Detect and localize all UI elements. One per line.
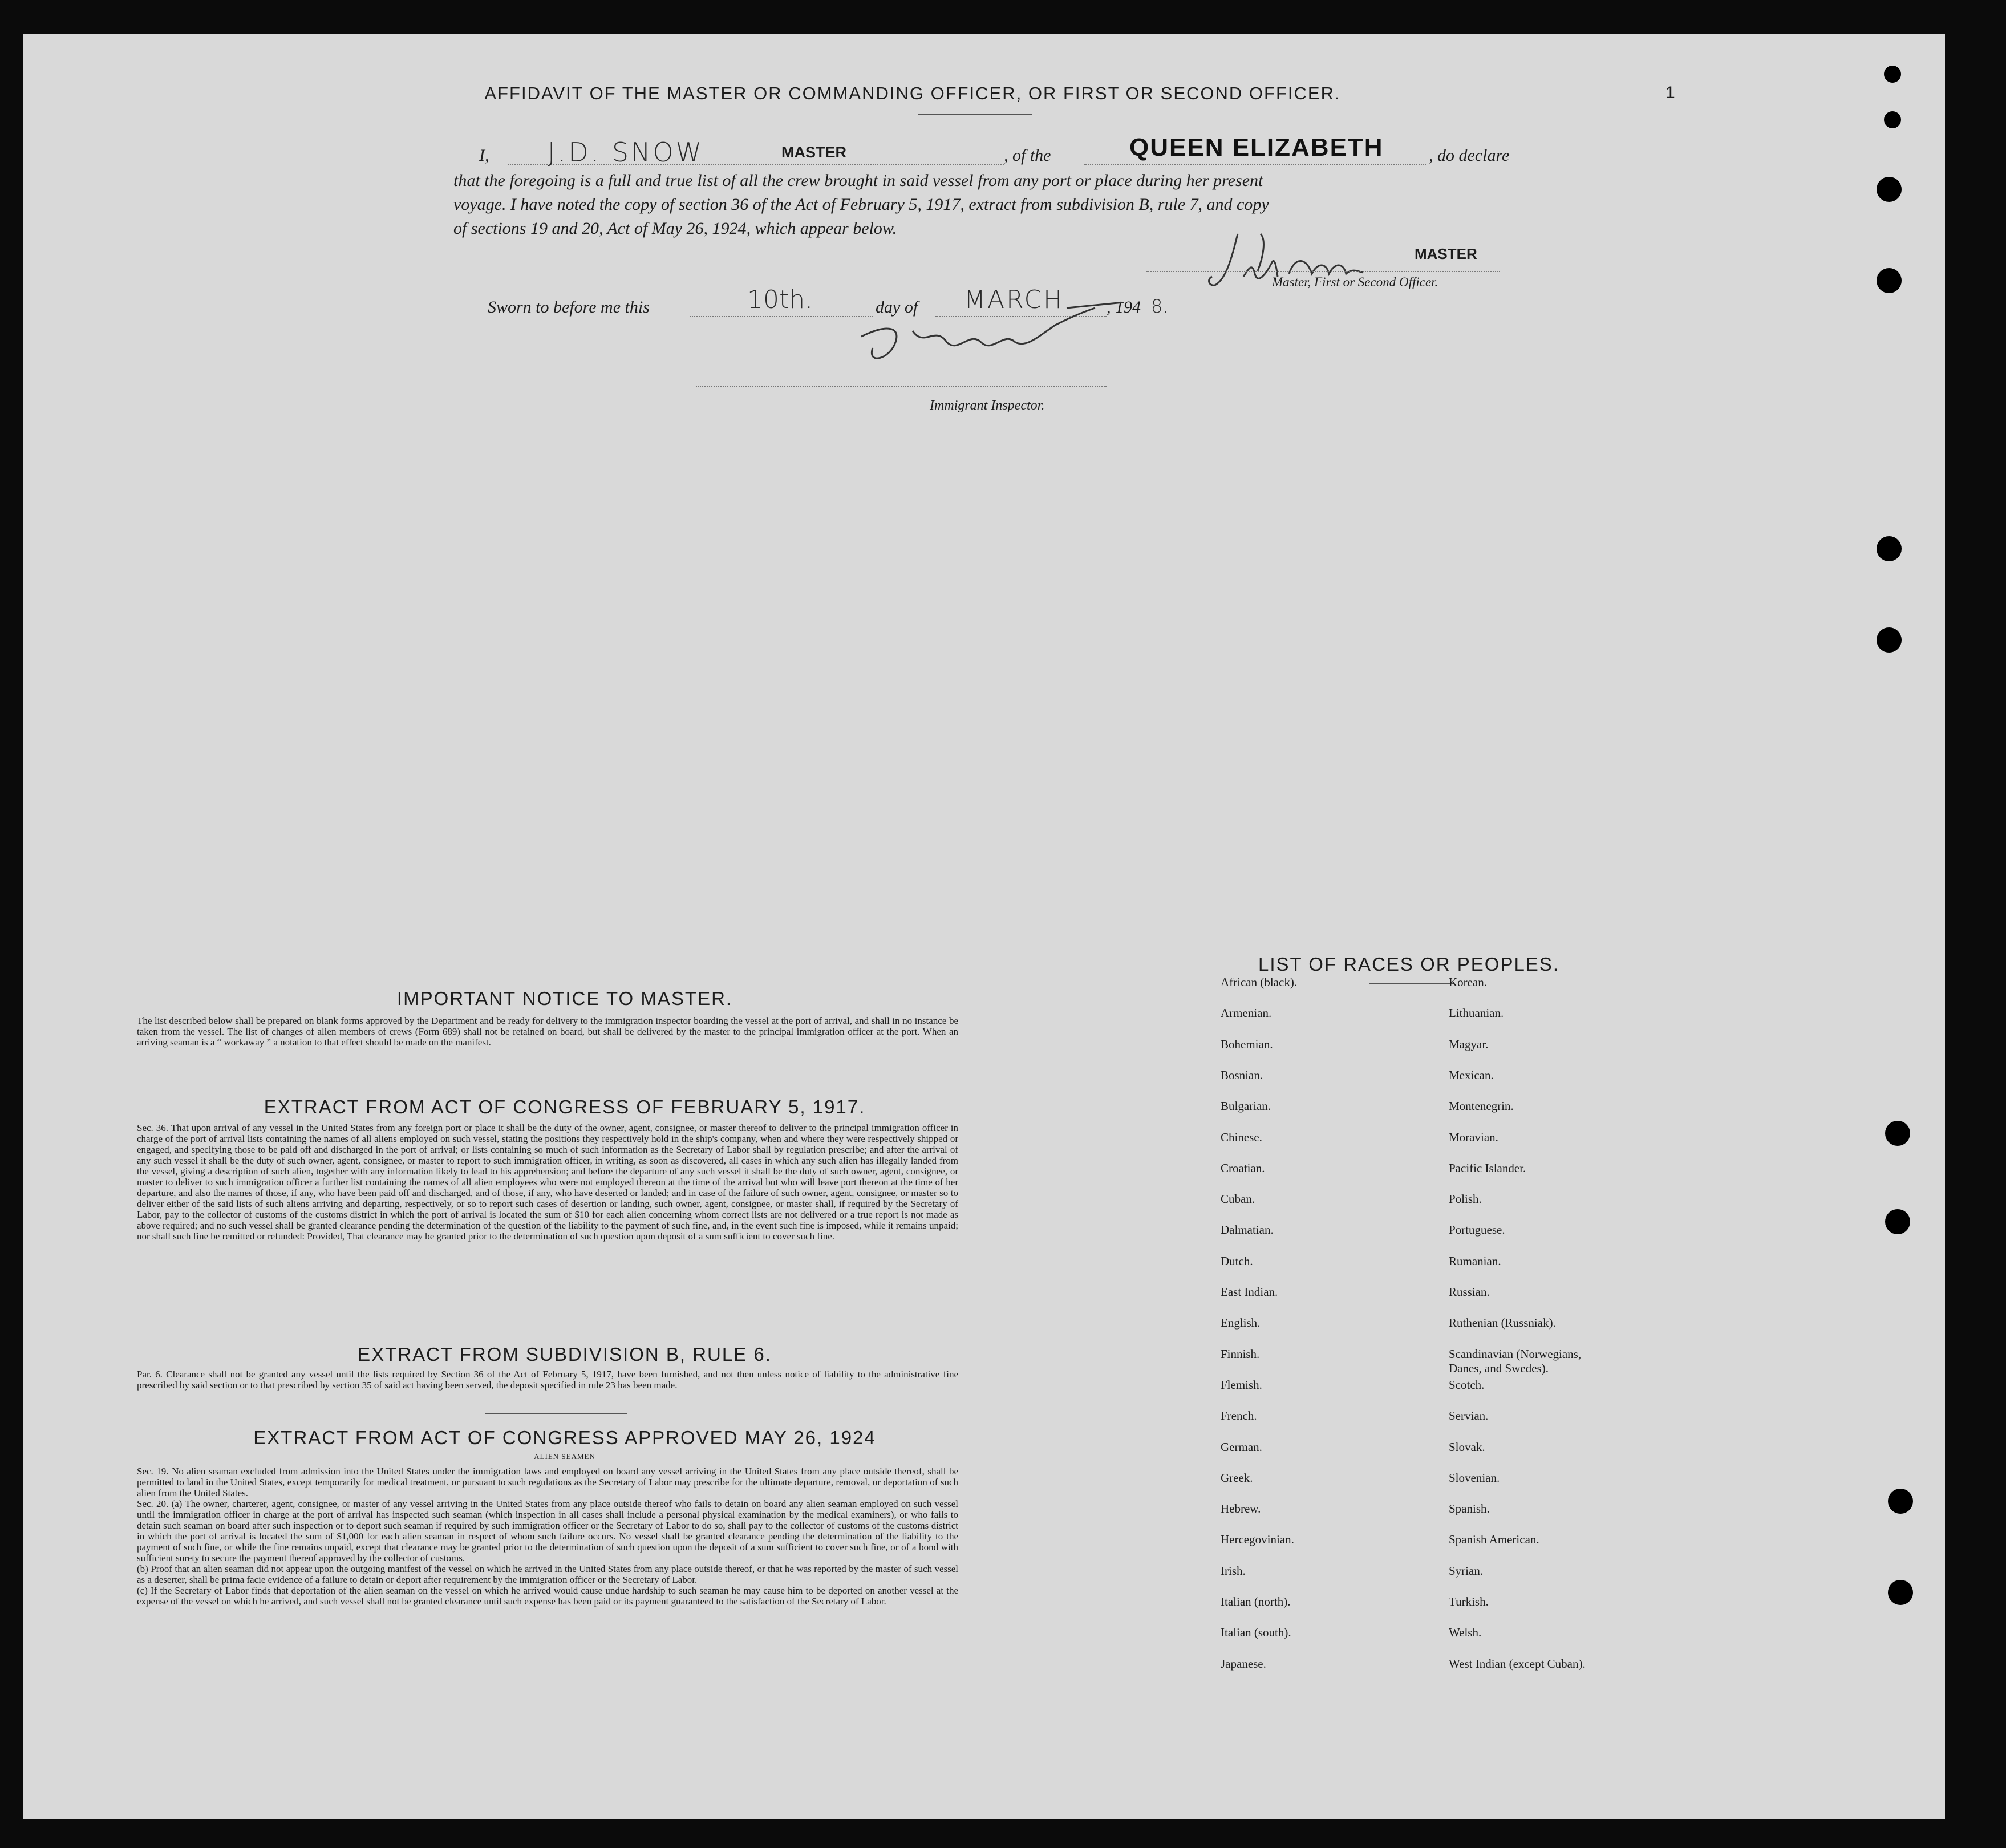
- extract-1917-title: EXTRACT FROM ACT OF CONGRESS OF FEBRUARY 5, 1917.: [264, 1096, 866, 1117]
- sworn-label: Sworn to before me this: [488, 298, 650, 317]
- sec20a-text: Sec. 20. (a) The owner, charterer, agent, consignee, or master of any vessel arriving in the United States from any place outside thereof who fails to detain on board any alien seaman employed on such vessel until the immigration officer in charge at the port of arrival has inspected such seaman (which inspection in all cases shall include a personal physical examination by the medical examiners), or who fails to detain such seaman on board after such inspection or to deport such seaman if required by such immigration officer or the Secretary of Labor to do so, shall pay to the collector of customs of the customs district in which the port of arrival is located the sum of $1,000 for each alien seaman in respect of whom such failure occurs. No vessel shall be granted clearance pending the determination of the liability to the payment of such fine, or while the fine remains unpaid, except that clearance may be granted prior to the determination of such question upon the deposit of a sum sufficient to cover such fine, or of a bond with sufficient surety to secure the payment thereof approved by the collector of customs.: [137, 1498, 958, 1563]
- signature-title-stamp: MASTER: [1415, 245, 1477, 262]
- extract-rule6-text: Par. 6. Clearance shall not be granted any vessel until the lists required by Section 36 of the Act of February 5, 1917, have been furnished, and not then unless notice of liability to the administrative fine prescribed by said section or to that prescribed by section 35 of said act having been served, the deposit specified in rule 23 has been made.: [137, 1369, 958, 1391]
- punch-hole: [1884, 66, 1901, 83]
- vessel-name-stamp: QUEEN ELIZABETH: [1129, 133, 1384, 161]
- race-item: Hebrew.: [1221, 1502, 1261, 1516]
- sworn-day-handwritten: 10th.: [747, 285, 813, 314]
- notice-title: IMPORTANT NOTICE TO MASTER.: [396, 988, 733, 1009]
- race-item: African (black).: [1221, 975, 1298, 989]
- affidavit-i-label: I,: [479, 146, 489, 165]
- race-item: Mexican.: [1449, 1068, 1494, 1082]
- race-item: Welsh.: [1449, 1626, 1482, 1640]
- race-item: Portuguese.: [1449, 1223, 1505, 1237]
- race-item: Bosnian.: [1221, 1068, 1263, 1082]
- punch-hole: [1877, 536, 1902, 561]
- do-declare-label: , do declare: [1429, 146, 1510, 165]
- extract-1924-subtitle: ALIEN SEAMEN: [534, 1452, 595, 1461]
- race-item: Dalmatian.: [1221, 1223, 1274, 1237]
- race-item: Lithuanian.: [1449, 1006, 1504, 1020]
- race-item: West Indian (except Cuban).: [1449, 1656, 1586, 1671]
- race-item: Montenegrin.: [1449, 1099, 1514, 1113]
- race-item: Syrian.: [1449, 1563, 1484, 1578]
- race-item: Cuban.: [1221, 1192, 1255, 1206]
- race-item: Irish.: [1221, 1563, 1246, 1578]
- race-item: Slovenian.: [1449, 1470, 1500, 1485]
- inspector-line: [696, 386, 1107, 387]
- punch-hole: [1885, 1209, 1910, 1234]
- race-item: Slovak.: [1449, 1440, 1485, 1454]
- divider: [918, 114, 1032, 115]
- punch-hole: [1884, 111, 1901, 128]
- race-item: Bohemian.: [1221, 1037, 1273, 1051]
- master-signature: [1203, 222, 1443, 308]
- page-number: 1: [1665, 83, 1675, 102]
- race-item: Flemish.: [1221, 1377, 1262, 1392]
- extract-1917-text: Sec. 36. That upon arrival of any vessel in the United States from any foreign port or place it shall be the duty of the owner, agent, consignee, or master thereof to deliver to the principal immigration officer in charge of the port of arrival lists containing the names of all aliens employed on such vessel, stating the positions they respectively hold in the ship's company, when and where they were respectively shipped or engaged, and specifying those to be paid off and discharged in the port of arrival; or lists containing so much of such information as the Secretary of Labor shall by regulation prescribe; and after the arrival of any such vessel it shall be the duty of such owner, agent, consignee, or master to report to such immigration officer, in writing, as soon as discovered, all cases in which any such alien has illegally landed from the vessel, giving a description of such alien, together with any information likely to lead to his apprehension; and before the departure of any such vessel it shall be the duty of such owner, agent, consignee, or master to deliver to such immigration officer a further list containing the names of all alien employees who were not employed thereon at the time of the arrival but who will leave port thereon at the time of her departure, and also the names of those, if any, who have been paid off and discharged, and of those, if any, who have deserted or landed; and in case of the failure of such owner, agent, consignee, or master so to deliver either of the said lists of such aliens arriving and departing, respectively, or so to report such cases of desertion or landing, such owner, agent, consignee, or master shall, if required by the Secretary of Labor, pay to the collector of customs of the customs district in which the port of arrival is located the sum of $10 for each alien concerning whom correct lists are not delivered or a true report is not made as above required; and no such vessel shall be granted clearance pending the determination of the question of the liability to the payment of such fine, and, in the event such fine is imposed, while it remains unpaid; nor shall such fine be remitted or refunded: Provided, That clearance may be granted prior to the determination of such question upon deposit of a sum sufficient to cover such fine.: [137, 1122, 958, 1242]
- race-item: Ruthenian (Russniak).: [1449, 1316, 1556, 1330]
- sec19-text: Sec. 19. No alien seaman excluded from admission into the United States under the immigration laws and employed on board any vessel arriving in the United States from any place outside thereof, shall be permitted to land in the United States, except temporarily for medical treatment, or pursuant to such regulations as the Secretary of Labor may prescribe for the ultimate departure, removal, or deportation of such alien from the United States.: [137, 1466, 958, 1498]
- race-item: Korean.: [1449, 975, 1488, 989]
- race-item: Spanish American.: [1449, 1533, 1539, 1547]
- divider: [485, 1413, 627, 1414]
- race-item: Croatian.: [1221, 1161, 1265, 1175]
- punch-hole: [1888, 1580, 1913, 1605]
- inspector-signature: [850, 302, 1146, 376]
- extract-1924-title: EXTRACT FROM ACT OF CONGRESS APPROVED MAY 26, 1924: [253, 1427, 876, 1448]
- race-item: French.: [1221, 1409, 1257, 1423]
- race-item: Scotch.: [1449, 1377, 1485, 1392]
- race-item: Magyar.: [1449, 1037, 1489, 1051]
- races-title: LIST OF RACES OR PEOPLES.: [1258, 954, 1560, 975]
- punch-hole: [1877, 268, 1902, 293]
- punch-hole: [1877, 177, 1902, 202]
- race-item: Dutch.: [1221, 1254, 1253, 1268]
- race-item: Scandinavian (Norwegians, Danes, and Swedes).: [1449, 1347, 1582, 1375]
- race-item: Italian (south).: [1221, 1626, 1291, 1640]
- year-label: , 194: [1107, 298, 1141, 317]
- race-item: Servian.: [1449, 1409, 1489, 1423]
- extract-rule6-title: EXTRACT FROM SUBDIVISION B, RULE 6.: [358, 1344, 772, 1365]
- sec20c-text: (c) If the Secretary of Labor finds that deportation of the alien seaman on the vessel on which he arrived would cause undue hardship to such seaman he may cause him to be deported on another vessel at the expense of the vessel on which he arrived, and such vessel shall not be granted clearance until such expense has been paid or its payment guaranteed to the satisfaction of the Secretary of Labor.: [137, 1585, 958, 1607]
- race-item: Polish.: [1449, 1192, 1482, 1206]
- race-item: English.: [1221, 1316, 1261, 1330]
- manifest-page: [23, 34, 1945, 1819]
- punch-hole: [1885, 1121, 1910, 1146]
- race-item: Moravian.: [1449, 1130, 1498, 1144]
- sworn-day-line: [690, 316, 873, 317]
- affidavit-title: AFFIDAVIT OF THE MASTER OR COMMANDING OFFICER, OR FIRST OR SECOND OFFICER.: [484, 83, 1341, 103]
- race-item: Pacific Islander.: [1449, 1161, 1526, 1175]
- punch-hole: [1877, 627, 1902, 653]
- divider: [1369, 983, 1454, 984]
- year-handwritten: 8.: [1151, 295, 1169, 317]
- extract-1924-body: [137, 1466, 958, 1607]
- signature-caption: Master, First or Second Officer.: [1272, 275, 1438, 289]
- race-item: Greek.: [1221, 1470, 1253, 1485]
- affidavit-line-3: voyage. I have noted the copy of section 36 of the Act of February 5, 1917, extract from subdivision B, rule 7, and copy: [453, 195, 1269, 214]
- race-item: Italian (north).: [1221, 1595, 1291, 1608]
- race-item: Armenian.: [1221, 1006, 1272, 1020]
- race-item: Rumanian.: [1449, 1254, 1501, 1268]
- notice-text: The list described below shall be prepared on blank forms approved by the Department and be ready for delivery to the immigration inspector boarding the vessel at the port of arrival, and shall in no instance be taken from the vessel. The list of changes of alien members of crews (Form 689) shall not be retained on board, but shall be delivered by the master to the principal immigration officer at the port. When an arriving seaman is a “ workaway ” a notation to that effect should be made on the manifest.: [137, 1015, 958, 1048]
- race-item: Chinese.: [1221, 1130, 1262, 1144]
- day-of-label: day of: [876, 298, 918, 317]
- affidavit-line-2: that the foregoing is a full and true list of all the crew brought in said vessel from any port or place during her present: [453, 171, 1263, 190]
- race-item: Bulgarian.: [1221, 1099, 1271, 1113]
- signature-line: [1146, 271, 1500, 272]
- punch-hole: [1888, 1489, 1913, 1514]
- race-item: Hercegovinian.: [1221, 1533, 1294, 1547]
- sworn-month-handwritten: MARCH: [964, 285, 1064, 314]
- master-name-handwritten: J.D. SNOW: [548, 137, 704, 168]
- race-item: Russian.: [1449, 1285, 1490, 1299]
- race-item: Japanese.: [1221, 1656, 1266, 1671]
- race-item: Spanish.: [1449, 1502, 1490, 1516]
- race-item: Turkish.: [1449, 1595, 1489, 1608]
- sec20b-text: (b) Proof that an alien seaman did not appear upon the outgoing manifest of the vessel on which he arrived in the United States from any place outside thereof, or that he was reported by the master of such vessel as a deserter, shall be prima facie evidence of a failure to detain or deport after requirement by the immigration officer or the Secretary of Labor.: [137, 1563, 958, 1585]
- master-title-stamp: MASTER: [781, 144, 846, 161]
- race-item: Finnish.: [1221, 1347, 1260, 1361]
- vessel-line: [1084, 164, 1426, 165]
- race-item: German.: [1221, 1440, 1262, 1454]
- race-item: East Indian.: [1221, 1285, 1278, 1299]
- inspector-caption: Immigrant Inspector.: [930, 398, 1045, 413]
- of-the-label: , of the: [1004, 146, 1051, 165]
- affidavit-line-4: of sections 19 and 20, Act of May 26, 1924, which appear below.: [453, 219, 897, 238]
